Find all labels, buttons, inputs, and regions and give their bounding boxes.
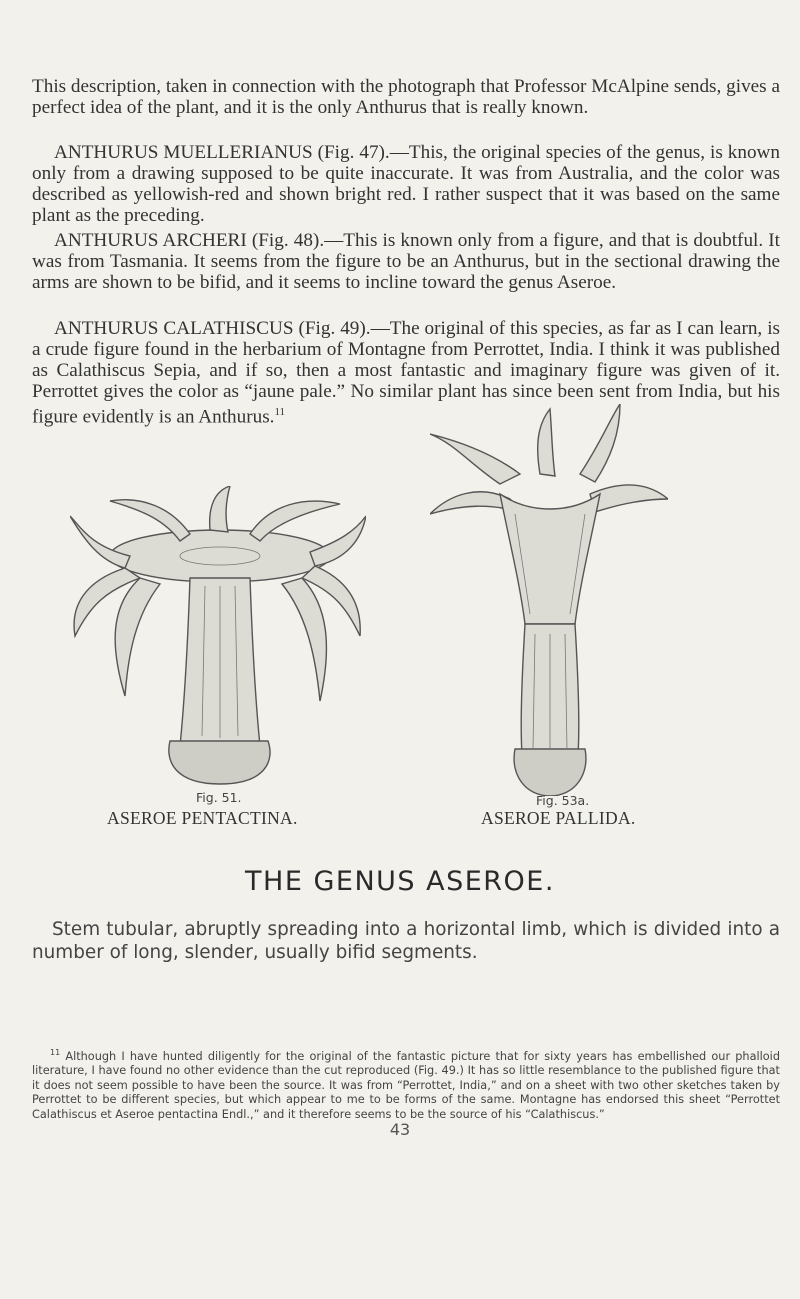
arm-top-2 [250, 501, 340, 541]
arm-top-1 [538, 409, 555, 476]
figure-caption-left: ASEROE PENTACTINA. [107, 808, 298, 828]
calathiscus-text: ANTHURUS CALATHISCUS (Fig. 49).—The original of this species, as far as I can learn, is a crude figure found in the herbarium of Montagne from Perrottet, India. I think it was published as Calathiscus Sepia, and if so, then a most fantastic and imaginary figure was given of it. Perrottet gives the color as “jaune pale.” No similar plant has since been sent from India, but his figure evidently is an Anthurus. [32, 318, 780, 428]
footnote-reference: 11 [274, 406, 286, 418]
arm-right-1 [310, 516, 366, 566]
arm-left-3 [115, 578, 160, 696]
aseroe-limb-disc [110, 530, 330, 582]
aseroe-pentactina-illustration [70, 486, 366, 786]
aseroe-volva [169, 741, 270, 784]
arm-top-1 [110, 500, 190, 541]
arm-left-1 [430, 434, 520, 484]
paragraph-anthurus-muellerianus: ANTHURUS MUELLERIANUS (Fig. 47).—This, the original species of the genus, is known only from a drawing supposed to be quite inaccurate. It was from Australia, and the color was described as yellowish-red and shown bright red. I rather suspect that it was based on the same plant as the preceding. [32, 142, 780, 226]
footnote [32, 1046, 780, 1122]
arm-left-1 [70, 516, 130, 568]
arm-right-1 [580, 404, 620, 482]
aseroe-volva [514, 749, 586, 796]
section-title: THE GENUS ASEROE. [245, 866, 555, 897]
page-number: 43 [389, 1120, 411, 1139]
arm-right-2 [590, 485, 668, 512]
arm-top-3 [210, 486, 230, 532]
paragraph-anthurus-archeri: ANTHURUS ARCHERI (Fig. 48).—This is known only from a figure, and that is doubtful. It was from Tasmania. It seems from the figure to be an Anthurus, but in the sectional drawing the arms are shown to be bifid, and it seems to incline toward the genus Aseroe. [32, 230, 780, 293]
footnote-marker: 11 [50, 1048, 61, 1057]
aseroe-pallida-illustration [430, 404, 668, 796]
figure-number-right: Fig. 53a. [536, 793, 590, 808]
section-description: Stem tubular, abruptly spreading into a horizontal limb, which is divided into a number of long, slender, usually bifid segments. [32, 919, 780, 963]
aseroe-cup [500, 494, 600, 624]
figure-number-left: Fig. 51. [196, 790, 242, 805]
paragraph-intro: This description, taken in connection with the photograph that Professor McAlpine sends, gives a perfect idea of the plant, and it is the only Anthurus that is really known. [32, 76, 780, 118]
footnote-text: Although I have hunted diligently for the original of the fantastic picture that for sixty years has embellished our phalloid literature, I have found no other evidence than the cut reproduced (Fig. 49.) It has so little resemblance to the published figure that it does not seem possible to have been the source. It was from “Perrottet, India,” and on a sheet with two other sketches taken by Perrottet to be different species, but which appear to me to be forms of the same. Montagne has endorsed this sheet “Perrottet Calathiscus et Aseroe pentactina Endl.,” and it therefore seems to be the source of his “Calathiscus.” [32, 1049, 780, 1121]
arm-right-3 [282, 578, 326, 701]
figure-caption-right: ASEROE PALLIDA. [481, 808, 636, 828]
